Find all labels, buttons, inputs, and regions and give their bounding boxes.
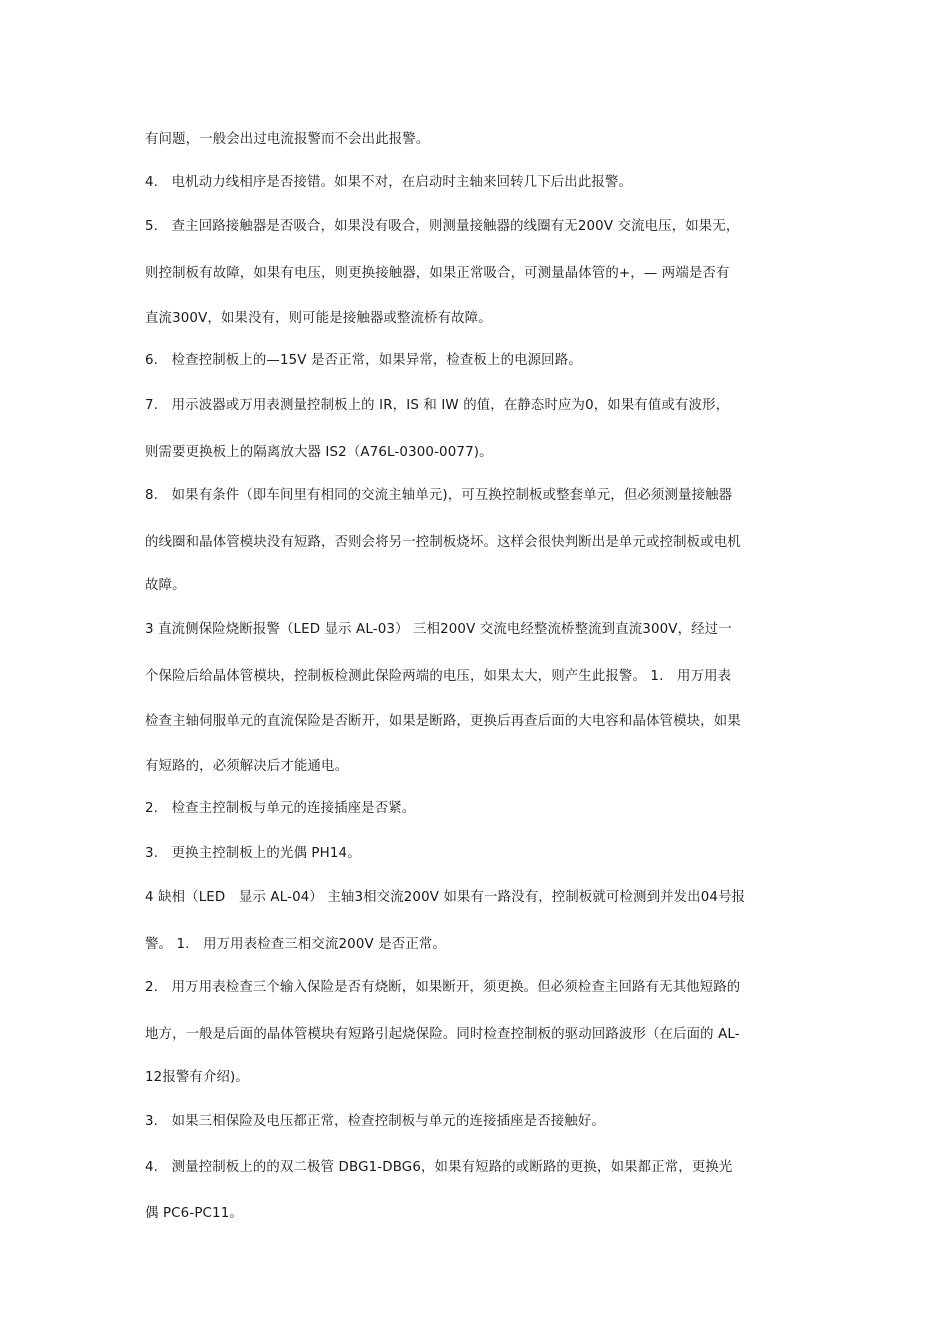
- text-line: 地方，一般是后面的晶体管模块有短路引起烧保险。同时检查控制板的驱动回路波形（在后面的 AL-: [145, 1027, 740, 1042]
- text-line: 直流300V，如果没有，则可能是接触器或整流桥有故障。: [145, 311, 492, 326]
- text-line: 的线圈和晶体管模块没有短路，否则会将另一控制板烧坏。这样会很快判断出是单元或控制板或电机: [145, 535, 741, 550]
- text-line: 3. 如果三相保险及电压都正常，检查控制板与单元的连接插座是否接触好。: [145, 1114, 605, 1129]
- text-line: 2. 用万用表检查三个输入保险是否有烧断，如果断开，须更换。但必须检查主回路有无其他短路的: [145, 980, 741, 995]
- text-line: 8. 如果有条件（即车间里有相同的交流主轴单元)，可互换控制板或整套单元，但必须测量接触器: [145, 488, 733, 503]
- text-line: 4. 测量控制板上的的双二极管 DBG1-DBG6，如果有短路的或断路的更换，如果都正常，更换光: [145, 1160, 733, 1175]
- text-line: 故障。: [145, 578, 186, 593]
- text-line: 则控制板有故障，如果有电压，则更换接触器，如果正常吸合，可测量晶体管的+，— 两端是否有: [145, 266, 730, 281]
- text-line: 12报警有介绍)。: [145, 1070, 249, 1085]
- text-line: 3 直流侧保险烧断报警（LED 显示 AL-03） 三相200V 交流电经整流桥整流到直流300V，经过一: [145, 622, 732, 637]
- text-line: 有问题，一般会出过电流报警而不会出此报警。: [145, 132, 430, 147]
- text-line: 则需要更换板上的隔离放大器 IS2（A76L-0300-0077)。: [145, 445, 493, 460]
- text-line: 检查主轴伺服单元的直流保险是否断开，如果是断路，更换后再查后面的大电容和晶体管模块，如果: [145, 714, 741, 729]
- text-line: 7. 用示波器或万用表测量控制板上的 IR，IS 和 IW 的值，在静态时应为0，如果有值或有波形，: [145, 398, 730, 413]
- text-line: 6. 检查控制板上的—15V 是否正常，如果异常，检查板上的电源回路。: [145, 353, 582, 368]
- text-line: 4. 电机动力线相序是否接错。如果不对，在启动时主轴来回转几下后出此报警。: [145, 175, 632, 190]
- text-line: 警。 1. 用万用表检查三相交流200V 是否正常。: [145, 937, 446, 952]
- text-line: 偶 PC6-PC11。: [145, 1206, 243, 1221]
- text-line: 个保险后给晶体管模块，控制板检测此保险两端的电压，如果太大，则产生此报警。 1. 用万用表: [145, 669, 732, 684]
- text-line: 2. 检查主控制板与单元的连接插座是否紧。: [145, 801, 416, 816]
- text-line: 5. 查主回路接触器是否吸合，如果没有吸合，则测量接触器的线圈有无200V 交流电压，如果无，: [145, 219, 740, 234]
- text-line: 4 缺相（LED 显示 AL-04） 主轴3相交流200V 如果有一路没有，控制板就可检测到并发出04号报: [145, 890, 746, 905]
- text-line: 3. 更换主控制板上的光偶 PH14。: [145, 846, 361, 861]
- text-line: 有短路的，必须解决后才能通电。: [145, 759, 349, 774]
